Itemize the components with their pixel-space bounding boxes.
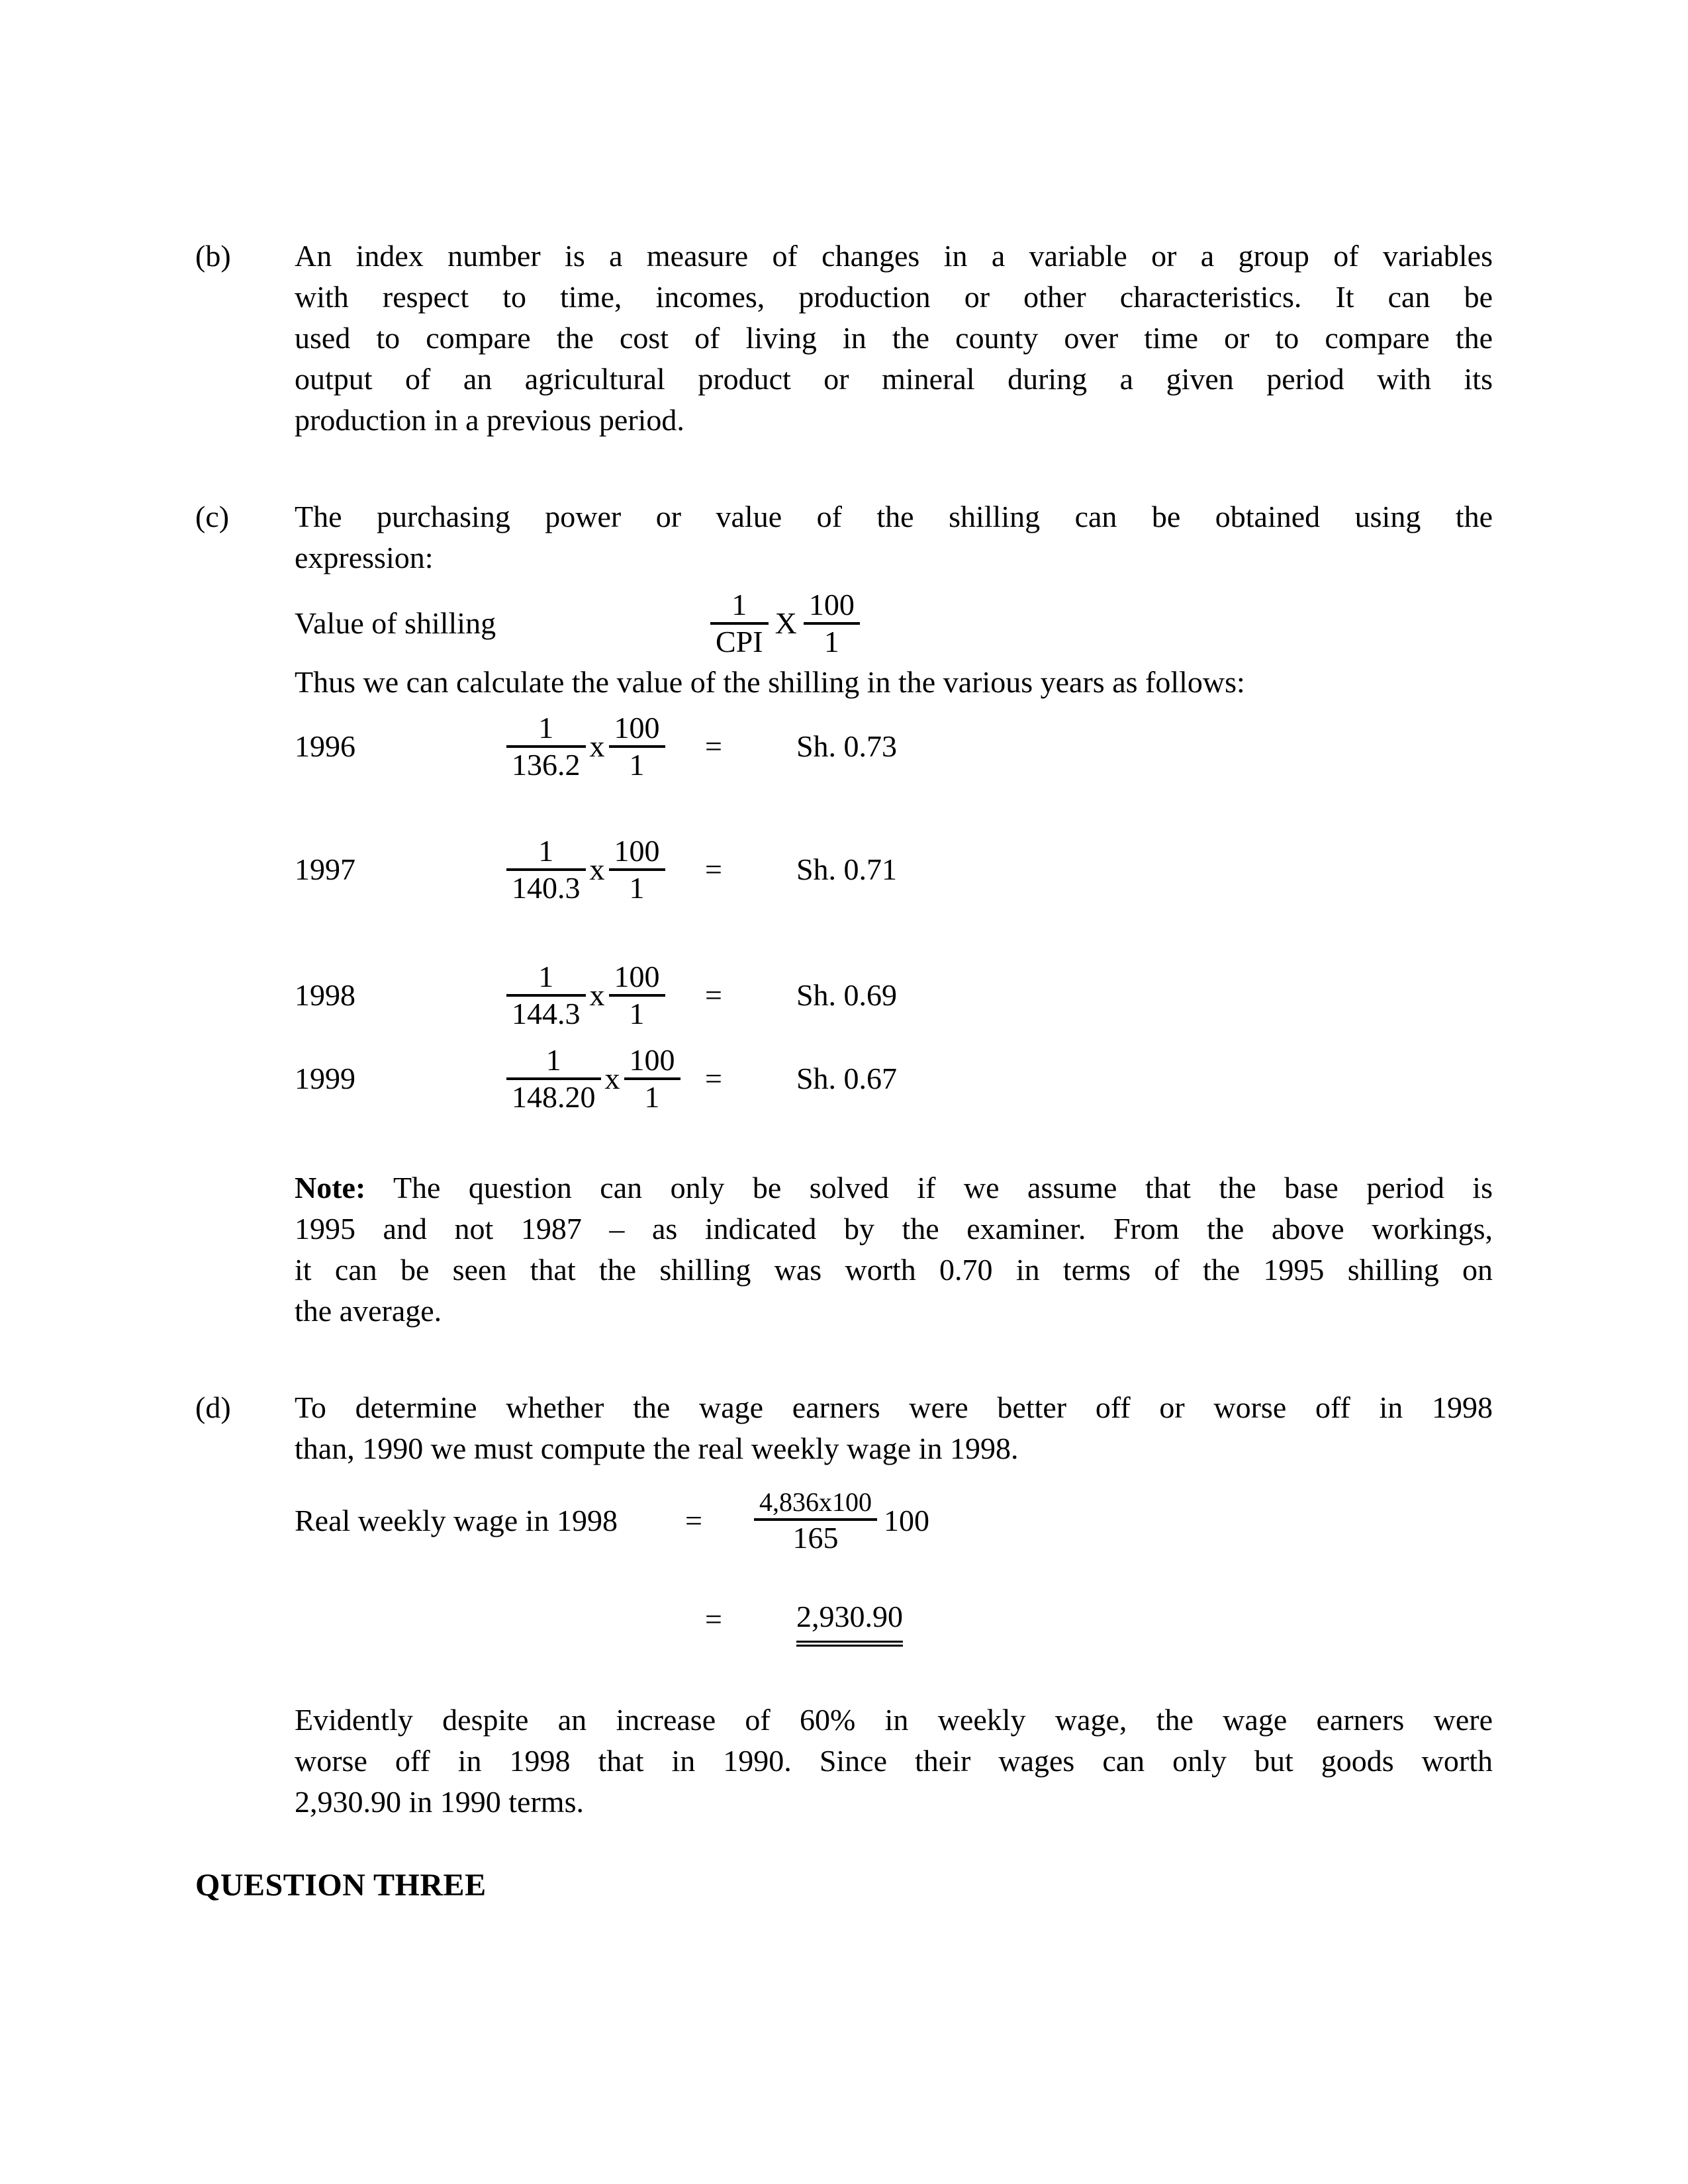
fraction (506, 711, 586, 782)
value-of-shilling-formula (295, 588, 1493, 659)
paragraph-line: expression: (295, 541, 434, 574)
multiply-operator: x (589, 978, 605, 1012)
note-paragraph (295, 1167, 1493, 1332)
equals-sign: = (705, 729, 722, 763)
fraction-denominator: 1 (629, 748, 645, 782)
calculation-row-1999 (295, 1043, 1493, 1115)
fraction-numerator: 100 (629, 1043, 675, 1077)
multiply-operator: x (589, 852, 605, 886)
calculation-expression (506, 960, 705, 1031)
multiplier-value: 100 (883, 1504, 929, 1537)
paragraph-line: production in a previous period. (295, 403, 684, 437)
fraction (506, 960, 586, 1031)
fraction (710, 588, 769, 659)
paragraph-line: An index number is a measure of changes in a variable or a group of variables (295, 239, 1493, 273)
section-c (195, 496, 1493, 1332)
equals-sign: = (705, 1062, 722, 1095)
section-d (195, 1387, 1493, 1823)
fraction-numerator: 1 (538, 960, 554, 993)
fraction-denominator: 144.3 (512, 997, 581, 1030)
double-underlined-value: 2,930.90 (796, 1596, 903, 1643)
fraction-denominator: 1 (629, 997, 645, 1030)
section-d-body (295, 1387, 1493, 1823)
note-line: the average. (295, 1294, 442, 1328)
fraction (506, 834, 586, 905)
fraction-numerator: 1 (545, 1043, 561, 1077)
fraction (754, 1486, 877, 1555)
fraction-numerator: 100 (614, 960, 660, 993)
fraction (506, 1043, 601, 1115)
equals-sign: = (685, 1504, 702, 1537)
section-d-label: (d) (195, 1390, 231, 1424)
fraction-numerator: 1 (731, 588, 747, 621)
paragraph-line: output of an agricultural product or mineral during a given period with its (295, 362, 1493, 396)
calculation-result: Sh. 0.69 (796, 978, 898, 1012)
paragraph-line: 2,930.90 in 1990 terms. (295, 1785, 584, 1819)
conclusion-paragraph (295, 1700, 1493, 1823)
paragraph-line: with respect to time, incomes, production or other characteristics. It can be (295, 280, 1493, 314)
calculation-result: Sh. 0.73 (796, 729, 898, 763)
section-b-body (295, 236, 1493, 441)
fraction-numerator: 1 (538, 711, 554, 745)
fraction-denominator: 1 (823, 625, 839, 659)
question-three-heading: QUESTION THREE (195, 1868, 487, 1903)
multiply-operator: x (589, 729, 605, 763)
fraction-denominator: 140.3 (512, 871, 581, 905)
calculation-year: 1997 (295, 852, 355, 886)
equals-sign: = (705, 1602, 722, 1636)
real-weekly-wage-formula (295, 1486, 1493, 1555)
fraction-denominator: 148.20 (512, 1080, 596, 1114)
calculation-year: 1998 (295, 978, 355, 1012)
wage-result-row (295, 1596, 1493, 1643)
fraction (609, 960, 665, 1031)
calculation-result: Sh. 0.67 (796, 1062, 898, 1095)
paragraph-line: used to compare the cost of living in the county over time or to compare the (295, 321, 1493, 355)
fraction (804, 588, 860, 659)
paragraph-line: Evidently despite an increase of 60% in weekly wage, the wage earners were (295, 1703, 1493, 1737)
wage-result-value (796, 1596, 903, 1643)
fraction-numerator: 4,836x100 (759, 1487, 872, 1517)
equals-sign: = (705, 978, 722, 1012)
fraction-numerator: 100 (614, 711, 660, 745)
calculation-year: 1996 (295, 729, 355, 763)
fraction (609, 834, 665, 905)
calculation-row-1998 (295, 960, 1493, 1031)
paragraph-line: The purchasing power or value of the shilling can be obtained using the (295, 500, 1493, 533)
fraction (624, 1043, 680, 1115)
section-c-label: (c) (195, 500, 230, 533)
section-c-body (295, 496, 1493, 1332)
section-b (195, 236, 1493, 441)
fraction-denominator: 1 (644, 1080, 660, 1114)
calculation-row-1997 (295, 834, 1493, 905)
multiply-operator: x (604, 1062, 620, 1095)
calculation-row-1996 (295, 711, 1493, 782)
calculation-expression (506, 1043, 705, 1115)
note-line (295, 1167, 1493, 1208)
fraction-numerator: 1 (538, 834, 554, 868)
section-b-label: (b) (195, 239, 231, 273)
formula-label: Value of shilling (295, 606, 496, 640)
paragraph-line: than, 1990 we must compute the real weekly wage in 1998. (295, 1432, 1019, 1465)
wage-formula-label: Real weekly wage in 1998 (295, 1504, 618, 1537)
calculation-result: Sh. 0.71 (796, 852, 898, 886)
fraction-denominator: 1 (629, 871, 645, 905)
fraction-denominator: 136.2 (512, 748, 581, 782)
multiply-operator: X (774, 606, 797, 640)
calculation-expression (506, 711, 705, 782)
fraction-numerator: 100 (808, 588, 855, 621)
paragraph-line: worse off in 1998 that in 1990. Since their wages can only but goods worth (295, 1744, 1493, 1778)
calculation-expression (506, 834, 705, 905)
calculation-year: 1999 (295, 1062, 355, 1095)
note-line: 1995 and not 1987 – as indicated by the examiner. From the above workings, (295, 1212, 1493, 1246)
fraction-numerator: 100 (614, 834, 660, 868)
note-line: it can be seen that the shilling was worth 0.70 in terms of the 1995 shilling on (295, 1253, 1493, 1287)
paragraph-line: To determine whether the wage earners were better off or worse off in 1998 (295, 1390, 1493, 1424)
note-text: The question can only be solved if we assume that the base period is (393, 1171, 1493, 1205)
fraction (609, 711, 665, 782)
paragraph-line: Thus we can calculate the value of the shilling in the various years as follows: (295, 665, 1245, 699)
fraction-denominator: 165 (792, 1521, 839, 1555)
fraction-denominator: CPI (716, 625, 763, 659)
note-label: Note: (295, 1171, 366, 1205)
equals-sign: = (705, 852, 722, 886)
